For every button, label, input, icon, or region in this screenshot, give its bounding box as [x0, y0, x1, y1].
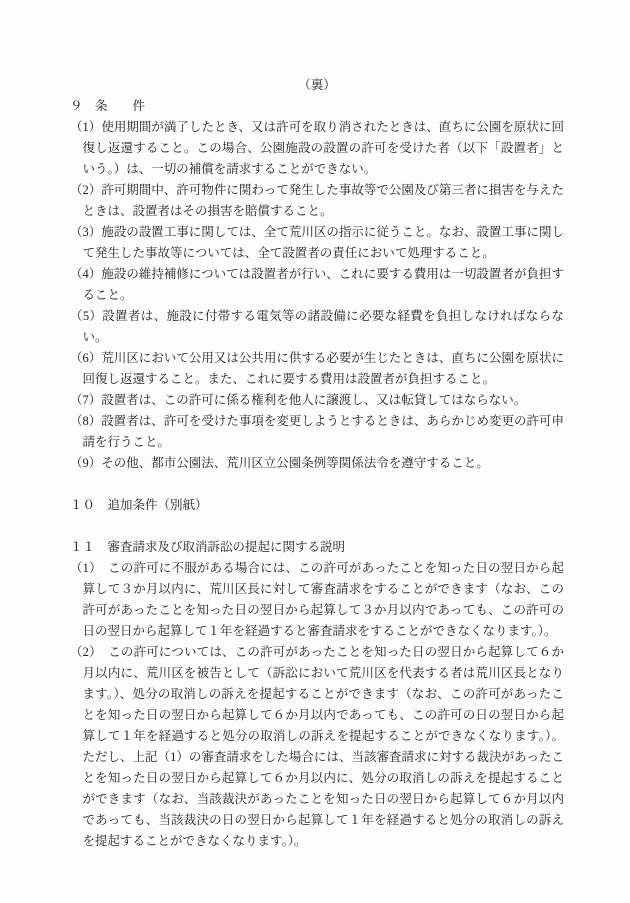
- section-9-item-4: [70, 264, 564, 306]
- item-text: 許可期間中、許可物件に関わって発生した事故等で公園及び第三者に損害を与えたときは、設置者はその損害を賠償すること。: [82, 183, 564, 218]
- item-marker: （8）: [70, 414, 102, 428]
- section-9-heading: ９ 条 件: [70, 99, 146, 113]
- section-9-item-9: [70, 453, 564, 474]
- item-marker: （6）: [70, 351, 102, 365]
- section-11-item-1: [70, 558, 564, 642]
- item-text: 施設の設置工事に関しては、全て荒川区の指示に従うこと。なお、設置工事に関して発生した事故等については、全て設置者の責任において処理すること。: [82, 225, 564, 260]
- section-9-item-8: [70, 411, 564, 453]
- item-text: 荒川区において公用又は公共用に供する必要が生じたときは、直ちに公園を原状に回復し返還すること。また、これに要する費用は設置者が負担すること。: [82, 351, 564, 386]
- section-9-item-7: [70, 390, 564, 411]
- item-text: 設置者は、この許可に係る権利を他人に譲渡し、又は転貸してはならない。: [101, 393, 527, 407]
- item-marker: （9）: [70, 456, 102, 470]
- item-marker: （1）: [70, 561, 96, 575]
- item-text: 施設の維持補修については設置者が行い、これに要する費用は一切設置者が負担すること。: [82, 267, 564, 302]
- item-marker: （2）: [70, 645, 96, 659]
- item-marker: （7）: [70, 393, 102, 407]
- item-marker: （3）: [70, 225, 102, 239]
- item-text: その他、都市公園法、荒川区立公園条例等関係法令を遵守すること。: [101, 456, 489, 470]
- item-marker: （4）: [70, 267, 102, 281]
- item-text: 設置者は、施設に付帯する電気等の諸設備に必要な経費を負担しなければならない。: [82, 309, 564, 344]
- item-text: この許可については、この許可があったことを知った日の翌日から起算して６か月以内に、荒川区を被告として（訴訟において荒川区を代表する者は荒川区長となります。）、処分の取消しの訴えを提起することができます（なお、この許可があったことを知った日の翌日から起算して６か月以内であっても、この許可の日の翌日から起算して１年を経過すると処分の取消しの訴えを提起することができなくなります。）。ただし、上記（1）の審査請求をした場合には、当該審査請求に対する裁決があったことを知った日の翌日から起算して６か月以内に、処分の取消しの訴えを提起することができます（なお、当該裁決があったことを知った日の翌日から起算して６か月以内であっても、当該裁決の日の翌日から起算して１年を経過すると処分の取消しの訴えを提起することができなくなります。）。: [82, 645, 564, 848]
- item-marker: （1）: [70, 120, 102, 134]
- item-text: この許可に不服がある場合には、この許可があったことを知った日の翌日から起算して３か月以内に、荒川区長に対して審査請求をすることができます（なお、この許可があったことを知った日の翌日から起算して３か月以内であっても、この許可の日の翌日から起算して１年を経過すると審査請求をすることができなくなります。）。: [82, 561, 564, 638]
- item-text: 使用期間が満了したとき、又は許可を取り消されたときは、直ちに公園を原状に回復し返還すること。この場合、公園施設の設置の許可を受けた者（以下「設置者」という。）は、一切の補償を請求することができない。: [82, 120, 564, 176]
- section-10-heading: １０ 追加条件（別紙）: [70, 498, 208, 512]
- item-marker: （5）: [70, 309, 103, 323]
- item-marker: （2）: [70, 183, 102, 197]
- section-9-item-5: [70, 306, 564, 348]
- section-9-item-3: [70, 222, 564, 264]
- section-9-item-6: [70, 348, 564, 390]
- section-11-heading: １１ 審査請求及び取消訴訟の提起に関する説明: [70, 540, 346, 554]
- section-9-item-1: [70, 117, 564, 180]
- item-text: 設置者は、許可を受けた事項を変更しようとするときは、あらかじめ変更の許可申請を行うこと。: [82, 414, 564, 449]
- section-9-item-2: [70, 180, 564, 222]
- page-side-label: （裏）: [298, 78, 336, 92]
- section-11-item-2: [70, 642, 564, 852]
